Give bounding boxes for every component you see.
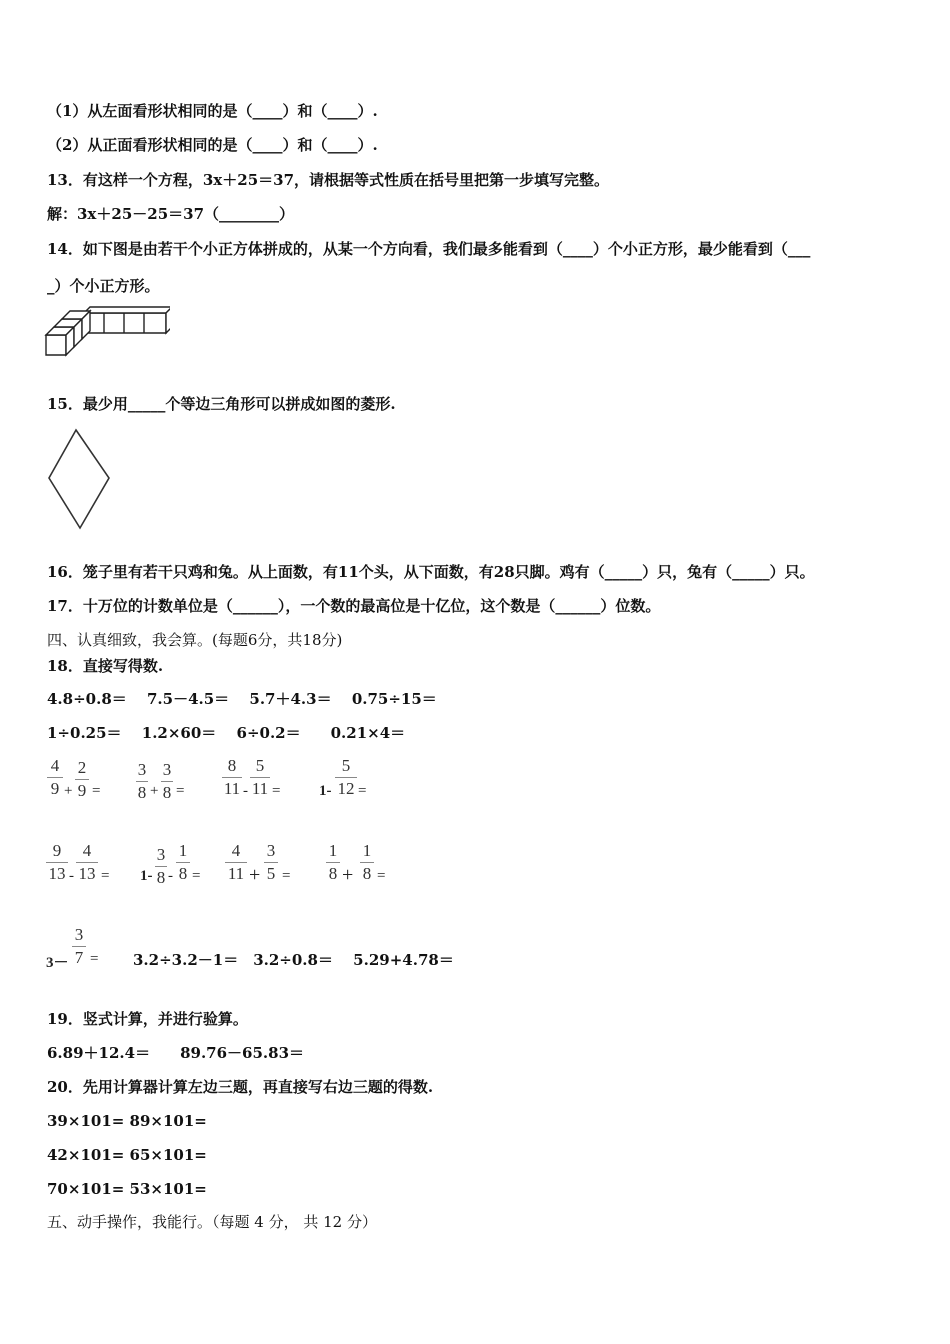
- fraction: 3 7: [72, 925, 86, 968]
- fraction: 3 8: [137, 760, 147, 802]
- question-17: 17．十万位的计数单位是（______），一个数的最高位是十亿位，这个数是（______）位数。: [47, 597, 661, 615]
- operator: +: [342, 864, 354, 886]
- fraction: 5 12: [335, 756, 357, 799]
- operator: =: [192, 868, 201, 884]
- operator: +: [249, 864, 261, 886]
- operator: =: [272, 783, 281, 799]
- fraction: 9 13: [46, 841, 68, 884]
- section-4-heading: 四、认真细致，我会算。(每题6分，共18分): [47, 631, 343, 649]
- operator: =: [377, 868, 386, 884]
- question-20-row-1: 39×101= 89×101=: [47, 1112, 207, 1130]
- operator: =: [90, 951, 99, 967]
- prefix: 1-: [140, 868, 153, 884]
- question-20-row-2: 42×101= 65×101=: [47, 1146, 207, 1164]
- question-15: 15．最少用_____个等边三角形可以拼成如图的菱形.: [47, 395, 396, 413]
- operator: -: [168, 868, 173, 884]
- question-20: 20．先用计算器计算左边三题，再直接写右边三题的得数.: [47, 1078, 434, 1096]
- fraction: 3 5: [264, 841, 278, 884]
- operator: =: [358, 783, 367, 799]
- calc-row-3-tail: 3.2÷3.2－1＝ 3.2÷0.8＝ 5.29+4.78＝: [133, 951, 454, 969]
- calc-row-2: 1÷0.25＝ 1.2×60＝ 6÷0.2＝ 0.21×4＝: [47, 724, 406, 742]
- question-20-row-3: 70×101= 53×101=: [47, 1180, 207, 1198]
- prefix: 3－: [46, 955, 69, 971]
- prefix: 1-: [319, 783, 332, 799]
- operator: =: [92, 783, 101, 799]
- fraction: 2 9: [75, 758, 89, 801]
- cubes-figure: [44, 305, 170, 357]
- fraction: 4 11: [225, 841, 247, 884]
- operator: -: [243, 783, 248, 799]
- fraction: 3 8: [162, 760, 172, 802]
- fraction: 8 11: [223, 756, 241, 798]
- operator: =: [101, 868, 110, 884]
- question-14-cont: _）个小正方形。: [47, 277, 160, 295]
- fraction: 1 8: [360, 841, 374, 884]
- operator: =: [176, 783, 185, 799]
- fraction: 4 13: [76, 841, 98, 884]
- question-12-2: （2）从正面看形状相同的是（____）和（____）.: [47, 136, 378, 154]
- fraction: 1 8: [326, 841, 340, 884]
- rhombus-figure: [46, 428, 112, 532]
- fraction: 4 9: [47, 756, 63, 799]
- question-18: 18．直接写得数.: [47, 657, 164, 675]
- question-13: 13．有这样一个方程，3x＋25＝37，请根据等式性质在括号里把第一步填写完整。: [47, 171, 610, 189]
- question-16: 16．笼子里有若干只鸡和兔。从上面数，有11个头，从下面数，有28只脚。鸡有（_____）只，兔有（_____）只。: [47, 563, 815, 581]
- calc-row-1: 4.8÷0.8＝ 7.5－4.5＝ 5.7＋4.3＝ 0.75÷15＝: [47, 690, 437, 708]
- section-5-heading: 五、动手操作，我能行。（每题 4 分， 共 12 分）: [47, 1213, 377, 1231]
- fraction: 5 11: [251, 756, 269, 798]
- fraction: 1 8: [176, 841, 190, 884]
- operator: +: [150, 783, 159, 799]
- question-13-answer: 解：3x＋25－25＝37（________）: [47, 205, 295, 223]
- question-14: 14．如下图是由若干个小正方体拼成的，从某一个方向看，我们最多能看到（____）个小正方形，最少能看到（___: [47, 240, 811, 258]
- question-12-1: （1）从左面看形状相同的是（____）和（____）.: [47, 102, 378, 120]
- question-19: 19．竖式计算，并进行验算。: [47, 1010, 248, 1028]
- operator: +: [64, 783, 73, 799]
- operator: =: [282, 868, 291, 884]
- operator: -: [69, 868, 74, 884]
- question-19-items: 6.89＋12.4＝ 89.76－65.83＝: [47, 1044, 305, 1062]
- fraction: 3 8: [156, 845, 166, 887]
